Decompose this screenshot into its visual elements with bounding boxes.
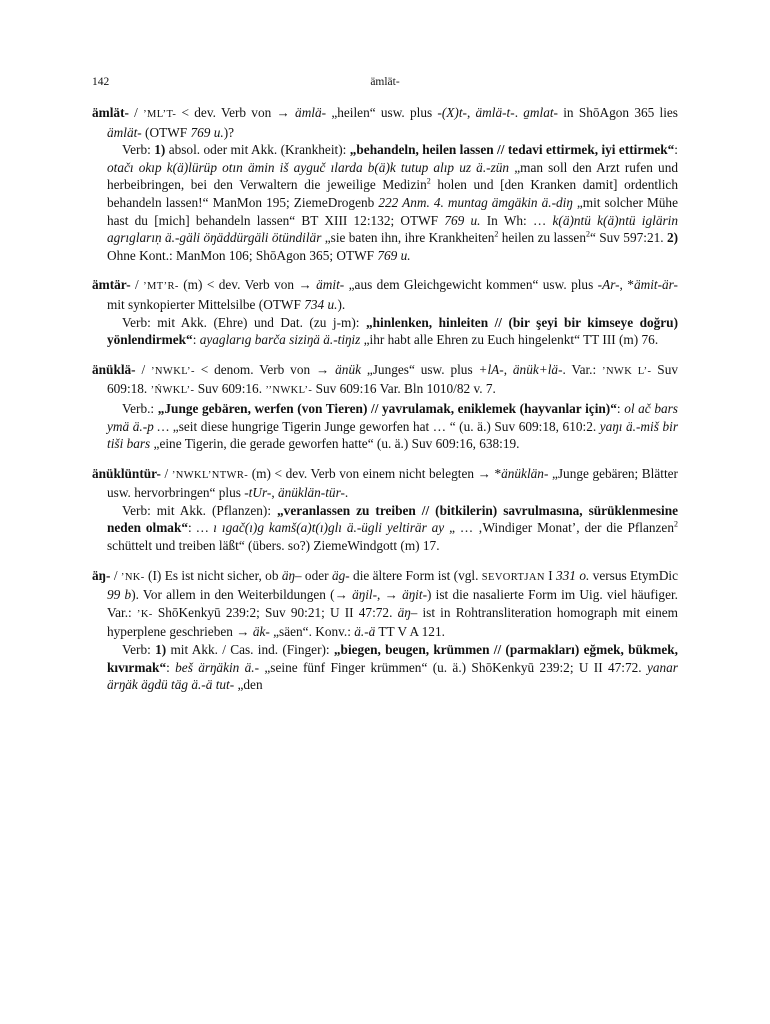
lemma: änüklä- <box>92 361 136 377</box>
entry-sense: Verb: 1) absol. oder mit Akk. (Krankheit): „behandeln, heilen lassen // tedavi ettirmek, iyi ettirmek“: otačı okıp k(ä)lürüp otın ämin iš ayguč ılarda b(ä)k tutup alıp uz ä.-zün „man soll den Arzt rufen und herbeibringen, bei den Verwaltern die jeweilige Medizin$^2$ holen und [den Kranken damit] ordentlich behandeln lassen!“ ManMon 195; ZiemeDrogenb 222 Anm. 4. muntag ämgäkin ä.-diŋ „mit solcher Mühe hast du [mich] behandeln lassen“ BT XIII 12:132; OTWF 769 u. In Wh: … k(ä)ntü k(ä)ntü iglärin agrıglarıṇ ä.-gäli öŋäddürgäli ötündilär „sie baten ihn, ihre Krankheiten$^2$ heilen zu lassen$^2$“ Suv 597:21. 2) Ohne Kont.: ManMon 106; ShōAgon 365; OTWF 769 u. <box>107 142 679 263</box>
entry-sense: Verb: 1) mit Akk. / Cas. ind. (Finger): „biegen, beugen, krümmen // (parmakları) eğmek, bükmek, kıvırmak“: beš ärŋäkin ä.- „seine fünf Finger krümmen“ (u. ä.) ShōKenkyū 239:2; U II 47:72. yanar ärŋäk ägdü täg ä.-ä tut- „den <box>107 642 678 693</box>
entry-sense: Verb: mit Akk. (Pflanzen): „veranlassen zu treiben // (bitkilerin) savrulmasına, sürüklenmesine neden olmak“: … ı ıgač(ı)g kamš(a)t(ı)glı ä.-ügli yeltirär ay „ … ‚Windiger Monat’, der die Pflanzen$^2$ schüttelt und treiben läßt“ (übers. so?) ZiemeWindgott (m) 17. <box>107 502 678 554</box>
entry-head: ämtär- / ’MT’R- (m) < dev. Verb von → ämit- „aus dem Gleichgewicht kommen“ usw. plus -Ar-, *ämit-är- mit synkopierter Mittelsilbe (OTWF 734 u.). <box>92 277 678 312</box>
entries-column <box>92 104 678 706</box>
entry-head: änüklä- / ’NWKL’- < denom. Verb von → änük „Junges“ usw. plus +lA-, änük+lä-. Var.: ’NWK L’- Suv 609:18. ’ŃWKL’- Suv 609:16. ’’NWKL’- Suv 609:16 Var. Bln 1010/82 v. 7. <box>92 361 678 397</box>
entry-anukla <box>92 361 678 453</box>
entry-anukluntur <box>92 465 678 555</box>
entry-head: ämlät- / ’ML’T- < dev. Verb von → ämlä- „heilen“ usw. plus -(X)t-, ämlä-t-. a̱mlat- in ShōAgon 365 lies ämlät- (OTWF 769 u.)? <box>92 105 678 140</box>
lemma: änüklüntür- <box>92 465 161 481</box>
lemma: ämlät- <box>92 105 129 120</box>
entry-ang <box>92 567 678 694</box>
entry-sense: Verb: mit Akk. (Ehre) und Dat. (zu j-m): „hinlenken, hinleiten // (bir şeyi bir kimseye doğru) yönlendirmek“: ayaglarıg barča siziŋä ä.-tiŋiz „ihr habt alle Ehren zu Euch hingelenkt“ TT III (m) 76. <box>107 314 679 348</box>
entry-sense: Verb.: „Junge gebären, werfen (von Tieren) // yavrulamak, eniklemek (hayvanlar için)“: ol ač bars ymä ä.-p … „seit diese hungrige Tigerin Junge geworfen hat … “ (u. ä.) Suv 609:18, 610:2. yaŋı ä.-miš bir tiši bars „eine Tigerin, die gerade geworfen hatte“ (u. ä.) Suv 609:16, 638:19. <box>107 400 678 452</box>
entry-head: äŋ- / ’NK- (I) Es ist nicht sicher, ob äŋ– oder äg- die ältere Form ist (vgl. SEVORTJAN I 331 o. versus EtymDic 99 b). Vor allem in den Weiterbildungen (→ äŋil-, → äŋit-) ist die nasalierte Form im Uig. viel häufiger. Var.: ’K- ShōKenkyū 239:2; Suv 90:21; U II 47:72. äŋ– ist in Rohtransliteration homograph mit einem hyperplene geschrieben → äk- „säen“. Konv.: ä.-ä TT V A 121. <box>92 567 679 640</box>
page-number: 142 <box>92 76 110 88</box>
entry-head: änüklüntür- / ’NWKL’NTWR- (m) < dev. Verb von einem nicht belegten → *änüklän- „Junge gebären; Blätter usw. hervorbringen“ plus -tUr-, änüklän-tür-. <box>92 465 678 501</box>
entry-amlat <box>92 104 678 264</box>
entry-amtar <box>92 276 678 348</box>
lemma: äŋ- <box>92 567 111 583</box>
running-title: ämlät- <box>370 76 400 88</box>
lemma: ämtär- <box>92 277 131 293</box>
